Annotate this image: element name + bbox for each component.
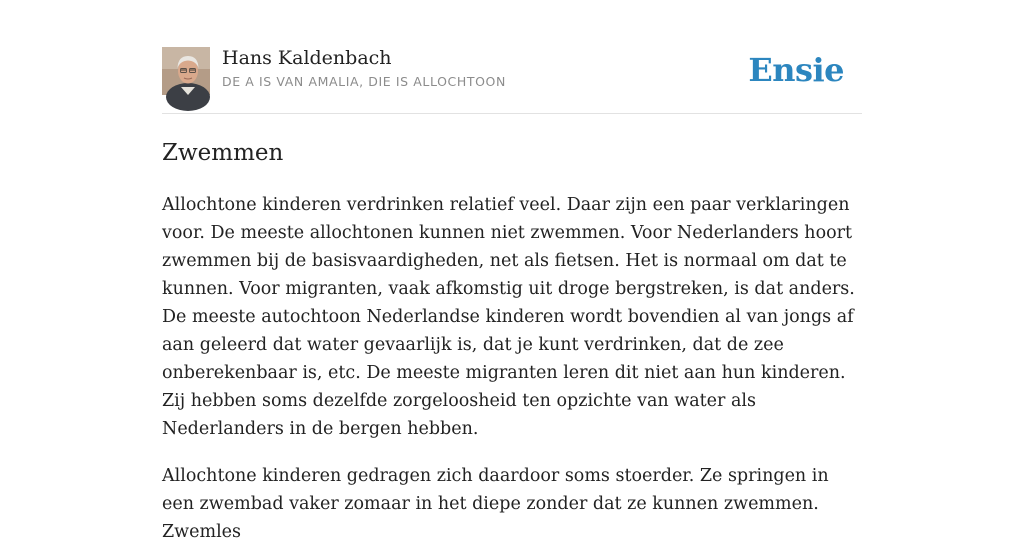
brand-logo[interactable]: Ensie	[748, 51, 844, 89]
author-portrait-icon	[162, 47, 210, 95]
article-paragraph: Allochtone kinderen gedragen zich daardoor soms stoerder. Ze springen in een zwembad vaker zomaar in het diepe zonder dat ze kunnen zwemmen. Zwemles	[162, 466, 829, 542]
author-header	[162, 46, 862, 114]
article-container	[162, 46, 862, 546]
article-paragraph: Allochtone kinderen verdrinken relatief veel. Daar zijn een paar verklaringen voor. De meeste allochtonen kunnen niet zwemmen. Voor Nederlanders hoort zwemmen bij de basisvaardigheden, net als fietsen. Het is normaal om dat te kunnen. Voor migranten, vaak afkomstig uit droge bergstreken, is dat anders. De meeste autochtoon Nederlandse kinderen wordt bovendien al van jongs af aan geleerd dat water gevaarlijk is, dat je kunt verdrinken, dat de zee onberekenbaar is, etc. De meeste migranten leren dit niet aan hun kinderen. Zij hebben soms dezelfde zorgeloosheid ten opzichte van water als Nederlanders in de bergen hebben.	[162, 195, 855, 439]
article-title: Zwemmen	[162, 140, 284, 166]
article-body	[162, 191, 862, 546]
author-avatar[interactable]	[162, 47, 210, 95]
author-name[interactable]: Hans Kaldenbach	[222, 47, 392, 69]
blog-subtitle: DE A IS VAN AMALIA, DIE IS ALLOCHTOON	[222, 74, 506, 89]
